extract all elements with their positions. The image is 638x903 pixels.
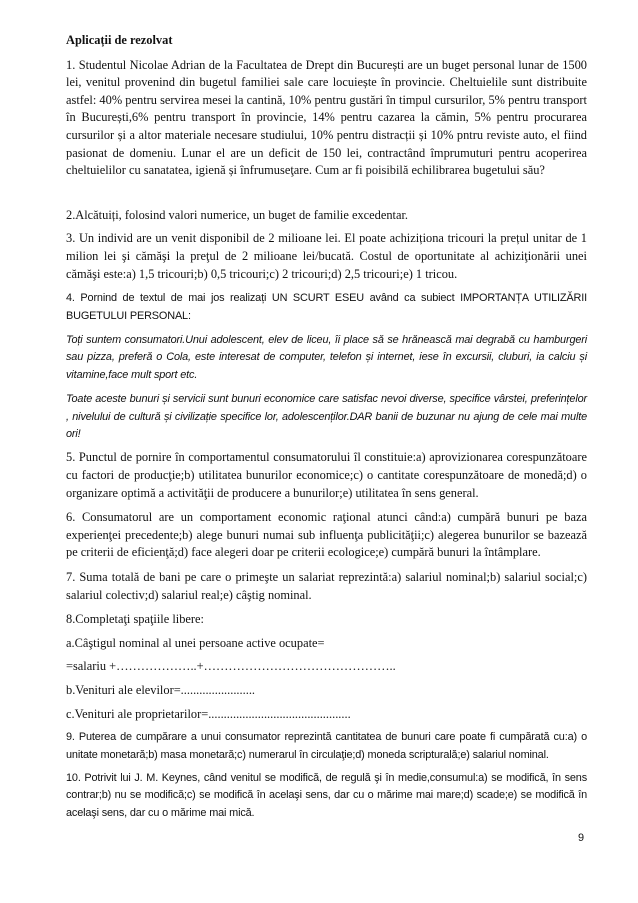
spacer <box>66 180 587 207</box>
exercise-8a-fill-line: =salariu +………………..+……………………………………….. <box>66 659 396 674</box>
essay-quote-1: Toți suntem consumatori.Unui adolescent, elev de liceu, îi place să se hrănească mai degrabă cu hamburgeri sau pizza, preferă o Cola, este interesat de computer, telefon și internet, iese în excursii, cluburi, ia calciu și vitamine,face mult sport etc. <box>66 333 587 381</box>
exercise-1: 1. Studentul Nicolae Adrian de la Facultatea de Drept din București are un buget personal lunar de 1500 lei, venitul provenind din bugetul familiei sale care locuiește în provincie. Cheltuielile sunt distribuite astfel: 40% pentru servirea mesei la cantină, 10% pentru gustări în timpul cursurilor, 5% pentru transport în București,6% pentru transport în provincie, 14% pentru cazarea la cămin, 5% pentru procurarea cursurilor și a altor materiale necesare studiului, 10% pentru distracții și 10% pntru reviste auto, el fiind pasionat de domeniu. Lunar el are un deficit de 150 lei, contractând împrumuturi pentru acoperirea cheltuielilor cu sanatatea, igienă și înfrumuseţare. Cum ar fi poisibilă echilibrarea bugetului său? <box>66 57 587 178</box>
exercise-10: 10. Potrivit lui J. M. Keynes, când venitul se modifică, de regulă şi în medie,consumul:a) se modifică, în sens contrar;b) nu se modifică;c) se modifică în acelaşi sens, dar cu o mărime mai mare;d) scade;e) se modifică în acelaşi sens, dar cu o mărime mai mică. <box>66 771 587 819</box>
exercise-4: 4. Pornind de textul de mai jos realizați UN SCURT ESEU având ca subiect IMPORTANȚA UTILIZĂRII BUGETULUI PERSONAL: <box>66 292 587 322</box>
exercise-7: 7. Suma totală de bani pe care o primeşte un salariat reprezintă:a) salariul nominal;b) salariul social;c) salariul colectiv;d) salariul real;e) câştig nominal. <box>66 569 587 602</box>
exercise-2: 2.Alcătuiți, folosind valori numerice, un buget de familie excedentar. <box>66 207 409 222</box>
exercise-8a: a.Câştigul nominal al unei persoane active ocupate= <box>66 635 325 650</box>
exercise-8: 8.Completaţi spaţiile libere: <box>66 612 204 627</box>
page-number: 9 <box>578 832 585 844</box>
page-content <box>66 32 587 822</box>
exercise-9: 9. Puterea de cumpărare a unui consumator reprezintă cantitatea de bunuri care poate fi cumpărată cu:a) o unitate monetară;b) masa monetară;c) numerarul în circulaţie;d) moneda scripturală;e) salariul nominal. <box>66 731 587 761</box>
essay-quote-2: Toate aceste bunuri și servicii sunt bunuri economice care satisfac nevoi diverse, specifice vârstei, preferințelor , nivelului de cultură și civilizație specifice lor, adolescenților.DAR banii de buzunar nu ajung de cele mai multe ori! <box>66 393 587 440</box>
exercise-8c: c.Venituri ale proprietarilor=.............................................. <box>66 706 351 721</box>
exercise-5: 5. Punctul de pornire în comportamentul consumatorului îl constituie:a) aprovizionarea corespunzătoare cu factori de producţie;b) utilitatea bunurilor economice;c) o cantitate corespunzătoare de monedă;d) o organizare optimă a activităţii de producere a bunurilor;e) utilitatea în sens general. <box>66 450 587 500</box>
exercise-8b: b.Venituri ale elevilor=........................ <box>66 682 256 697</box>
section-heading: Aplicații de rezolvat <box>66 33 173 47</box>
exercise-6: 6. Consumatorul are un comportament economic raţional atunci când:a) cumpără bunuri pe baza experienţei precedente;b) alege bunuri numai sub influenţa publicităţii;c) alegerea bunurilor se bazează pe criterii de eficienţă;d) face alegeri doar pe criterii ecologice;e) cumpără bunuri la întâmplare. <box>66 510 587 560</box>
exercise-3: 3. Un individ are un venit disponibil de 2 milioane lei. El poate achiziționa tricouri la prețul unitar de 1 milion lei şi cămăşi la preţul de 2 milioane lei/bucată. Costul de oportunitate al achiziţionării unei cămăşi este:a) 1,5 tricouri;b) 0,5 tricouri;c) 2 tricouri;d) 2,5 tricouri;e) 1 tricou. <box>66 231 587 281</box>
